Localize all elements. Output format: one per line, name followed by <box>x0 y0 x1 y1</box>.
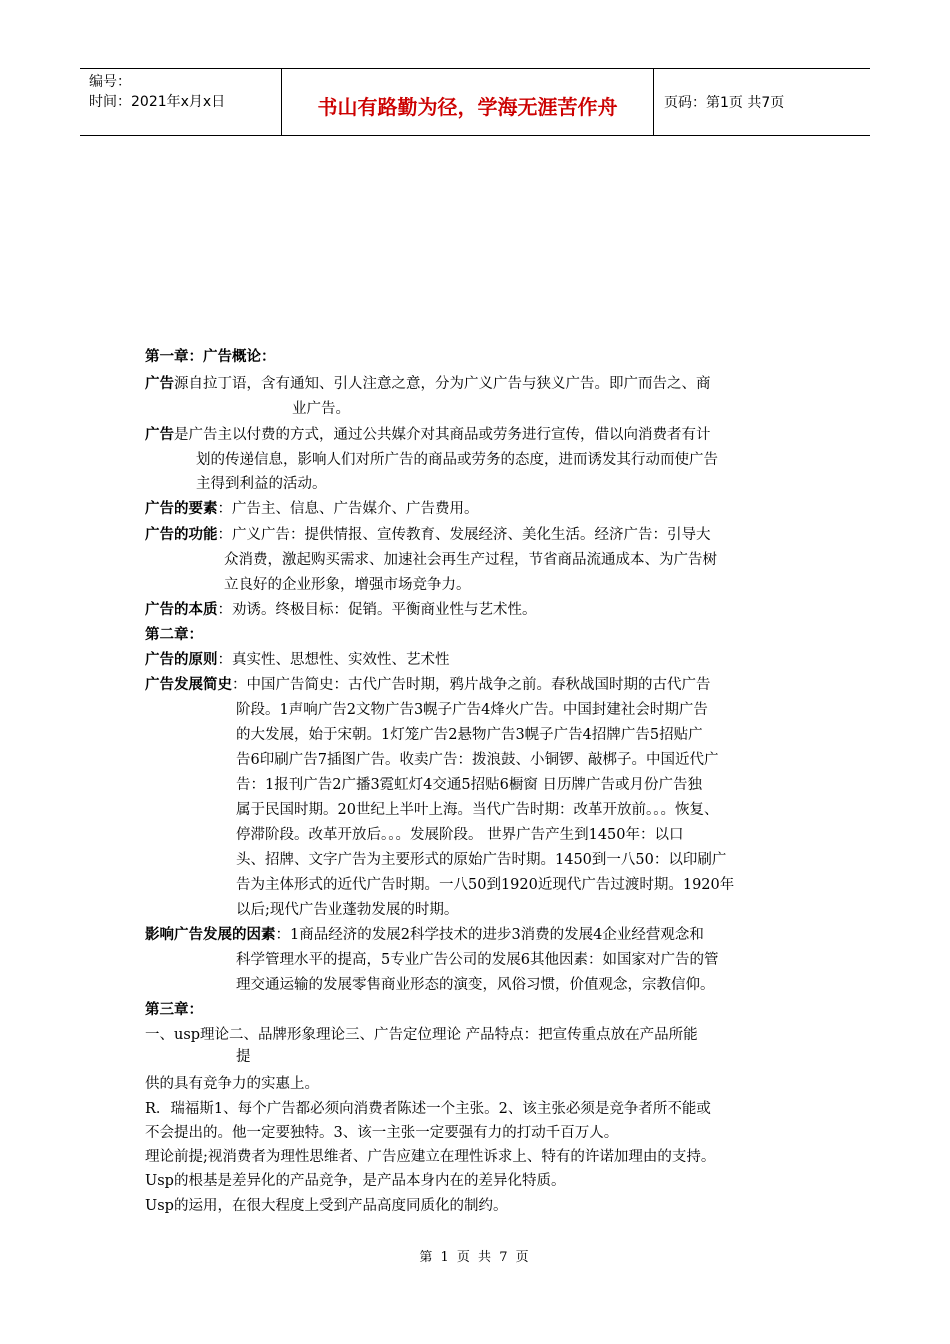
paragraph-line: 广告的原则：真实性、思想性、实效性、艺术性 <box>145 651 450 668</box>
paragraph-line: 第二章： <box>145 626 203 643</box>
date-label: 时间：2021年x月x日 <box>89 94 226 110</box>
paragraph-line: 头、招牌、文字广告为主要形式的原始广告时期。1450到一八50：以印刷广 <box>236 852 727 868</box>
paragraph-line: 影响广告发展的因素：1商品经济的发展2科学技术的进步3消费的发展4企业经营观念和 <box>145 926 704 943</box>
paragraph-line: 告：1报刊广告2广播3霓虹灯4交通5招贴6橱窗 日历牌广告或月份广告独 <box>236 777 702 793</box>
paragraph-line: 停滞阶段。改革开放后。。。发展阶段。 世界广告产生到1450年：以口 <box>236 827 684 843</box>
page-number-cell <box>654 69 870 135</box>
paragraph-line: 以后;现代广告业蓬勃发展的时期。 <box>236 902 459 918</box>
paragraph-line: 第三章： <box>145 1001 203 1018</box>
paragraph-line: 供的具有竞争力的实惠上。 <box>145 1076 319 1092</box>
paragraph-line: Usp的根基是差异化的产品竞争，是产品本身内在的差异化特质。 <box>145 1173 566 1189</box>
paragraph-line: 广告源自拉丁语，含有通知、引人注意之意，分为广义广告与狭义广告。即广而告之、商 <box>145 375 711 392</box>
paragraph-line: 不会提出的。他一定要独特。3、该一主张一定要强有力的打动千百万人。 <box>145 1125 619 1141</box>
paragraph-line: 告为主体形式的近代广告时期。一八50到1920近现代广告过渡时期。1920年 <box>236 877 735 893</box>
paragraph-line: 立良好的企业形象，增强市场竞争力。 <box>224 577 471 593</box>
paragraph-line: 理交通运输的发展零售商业形态的演变，风俗习惯，价值观念，宗教信仰。 <box>236 977 715 993</box>
page-header <box>80 68 870 136</box>
paragraph-line: 属于民国时期。20世纪上半叶上海。当代广告时期：改革开放前。。。恢复、 <box>236 802 719 818</box>
page-number-label: 页码：第1页 共7页 <box>664 95 785 111</box>
paragraph-line: 的大发展，始于宋朝。1灯笼广告2悬物广告3幌子广告4招牌广告5招贴广 <box>236 727 703 743</box>
paragraph-line: 众消费，激起购买需求、加速社会再生产过程，节省商品流通成本、为广告树 <box>224 552 717 568</box>
paragraph-line: 广告发展简史：中国广告简史：古代广告时期，鸦片战争之前。春秋战国时期的古代广告 <box>145 676 711 693</box>
header-info-cell <box>80 69 281 135</box>
paragraph-line: 一、usp理论二、品牌形象理论三、广告定位理论 产品特点：把宣传重点放在产品所能 <box>145 1027 698 1043</box>
motto-cell <box>281 69 654 135</box>
paragraph-line: 第一章：广告概论： <box>145 348 276 365</box>
paragraph-line: 主得到利益的活动。 <box>196 476 327 492</box>
paragraph-line: 广告是广告主以付费的方式，通过公共媒介对其商品或劳务进行宣传，借以向消费者有计 <box>145 426 711 443</box>
paragraph-line: 广告的要素：广告主、信息、广告媒介、广告费用。 <box>145 500 479 517</box>
paragraph-line: 广告的功能：广义广告：提供情报、宣传教育、发展经济、美化生活。经济广告：引导大 <box>145 526 711 543</box>
paragraph-line: 告6印刷广告7插图广告。收卖广告：拨浪鼓、小铜锣、敲梆子。中国近代广 <box>236 752 719 768</box>
paragraph-line: 划的传递信息，影响人们对所广告的商品或劳务的态度，进而诱发其行动而使广告 <box>196 452 718 468</box>
paragraph-line: 科学管理水平的提高，5专业广告公司的发展6其他因素：如国家对广告的管 <box>236 952 719 968</box>
paragraph-line: 理论前提;视消费者为理性思维者、广告应建立在理性诉求上、特有的许诺加理由的支持。 <box>145 1149 716 1165</box>
paragraph-line: R．瑞福斯1、每个广告都必须向消费者陈述一个主张。2、该主张必须是竞争者所不能或 <box>145 1101 711 1117</box>
page-footer: 第 1 页 共 7 页 <box>419 1250 531 1265</box>
paragraph-line: 提 <box>236 1049 251 1065</box>
paragraph-line: 阶段。1声响广告2文物广告3幌子广告4烽火广告。中国封建社会时期广告 <box>236 702 708 718</box>
motto-text: 书山有路勤为径，学海无涯苦作舟 <box>317 94 618 119</box>
paragraph-line: 广告的本质：劝诱。终极目标：促销。平衡商业性与艺术性。 <box>145 601 537 618</box>
paragraph-line: Usp的运用，在很大程度上受到产品高度同质化的制约。 <box>145 1198 508 1214</box>
paragraph-line: 业广告。 <box>292 401 350 417</box>
number-label: 编号： <box>89 74 131 90</box>
